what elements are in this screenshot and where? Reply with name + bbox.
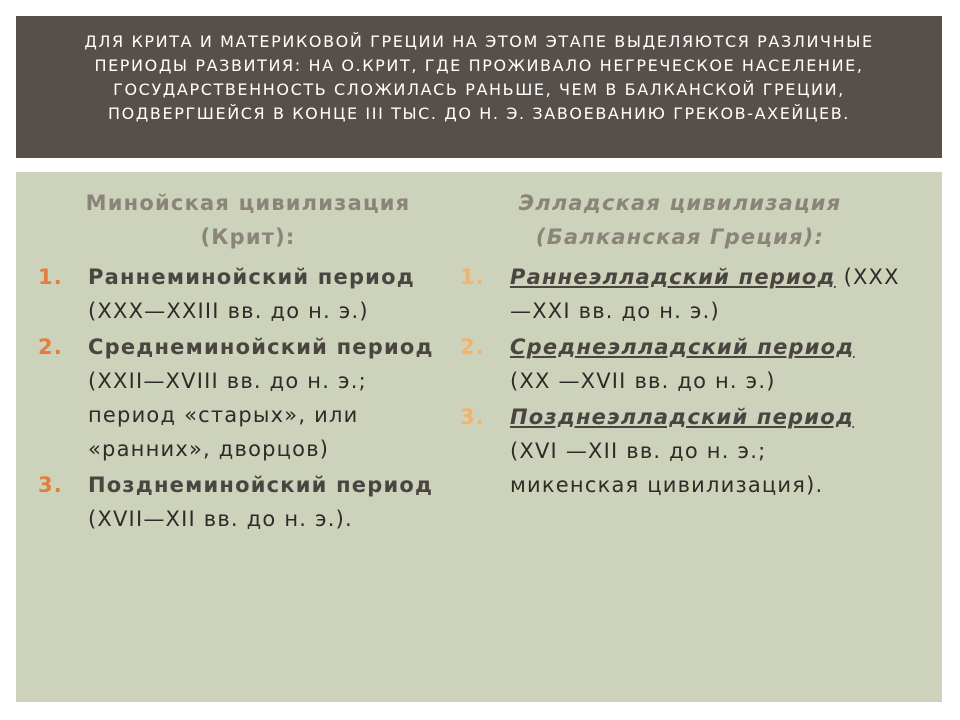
minoan-heading-subtitle: (Крит): xyxy=(200,225,296,249)
period-dates: (XXX—XXIII вв. до н. э.) xyxy=(88,299,369,323)
period-name: Позднеминойский период xyxy=(88,473,434,497)
helladic-heading-subtitle: (Балканская Греция): xyxy=(535,225,825,249)
period-dates: (XXII—XVIII вв. до н. э.; период «старых», или «ранних», дворцов) xyxy=(88,369,367,461)
slide-title: ДЛЯ КРИТА И МАТЕРИКОВОЙ ГРЕЦИИ НА ЭТОМ ЭТАПЕ ВЫДЕЛЯЮТСЯ РАЗЛИЧНЫЕ ПЕРИОДЫ РАЗВИТИЯ: НА О.КРИТ, ГДЕ ПРОЖИВАЛО НЕГРЕЧЕСКОЕ НАСЕЛЕНИЕ, ГОСУДАРСТВЕННОСТЬ СЛОЖИЛАСЬ РАНЬШЕ, ЧЕМ В БАЛКАНСКОЙ ГРЕЦИИ, ПОДВЕРГШЕЙСЯ В КОНЦЕ III ТЫС. ДО Н. Э. ЗАВОЕВАНИЮ ГРЕКОВ-АХЕЙЦЕВ. xyxy=(16,16,942,158)
list-item xyxy=(460,400,900,502)
list-number: 1. xyxy=(460,265,485,289)
period-dates: (XX —XVII вв. до н. э.) xyxy=(510,369,776,393)
helladic-heading-title: Элладская цивилизация xyxy=(518,191,842,215)
minoan-period-list xyxy=(38,260,458,536)
list-item xyxy=(460,260,900,328)
list-number: 2. xyxy=(460,335,485,359)
list-number: 3. xyxy=(38,473,63,497)
period-name: Раннеэлладский период xyxy=(510,265,836,289)
period-name: Среднеминойский период xyxy=(88,335,434,359)
period-name: Позднеэлладский период xyxy=(510,405,854,429)
slide-content xyxy=(16,172,942,702)
period-dates: (XXX —XXI вв. до н. э.) xyxy=(510,265,900,323)
helladic-heading xyxy=(460,186,900,254)
period-dates: (XVII—XII вв. до н. э.). xyxy=(88,507,353,531)
period-name: Раннеминойский период xyxy=(88,265,415,289)
minoan-column xyxy=(38,186,458,538)
list-item xyxy=(460,330,900,398)
list-item xyxy=(38,260,458,328)
list-number: 3. xyxy=(460,405,485,429)
minoan-heading xyxy=(38,186,458,254)
period-name: Среднеэлладский период xyxy=(510,335,855,359)
helladic-column xyxy=(460,186,900,504)
list-number: 2. xyxy=(38,335,63,359)
minoan-heading-title: Минойская цивилизация xyxy=(85,191,411,215)
helladic-period-list xyxy=(460,260,900,502)
list-item xyxy=(38,468,458,536)
list-number: 1. xyxy=(38,265,63,289)
list-item xyxy=(38,330,458,466)
period-dates: (XVI —XII вв. до н. э.; микенская цивилизация). xyxy=(510,439,824,497)
